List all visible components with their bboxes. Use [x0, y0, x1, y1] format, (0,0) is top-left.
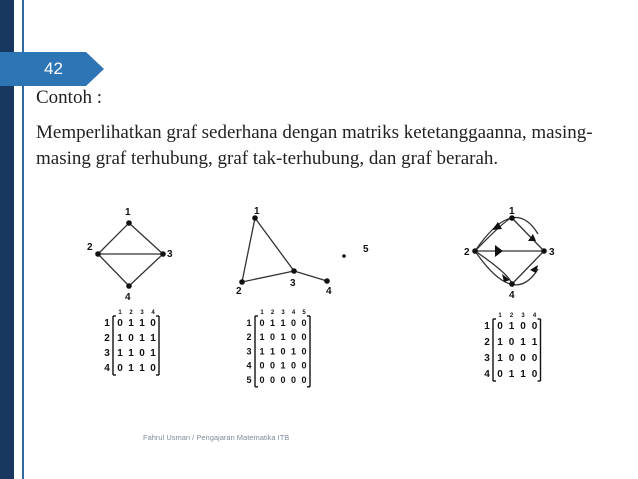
vertex-3: [160, 251, 166, 257]
matrix-cell: 0: [269, 332, 276, 343]
matrix-cell: 1: [520, 369, 526, 380]
matrix-col-header: 5: [302, 310, 306, 316]
edge-3-4: [129, 254, 163, 286]
vertex-label-3: 3: [290, 278, 296, 289]
arrow-2-3: [495, 245, 503, 257]
matrix-cell: 0: [520, 353, 526, 364]
matrix-col-header: 4: [532, 313, 537, 319]
matrix-row-header: 3: [246, 346, 252, 357]
vertex-label-3: 3: [167, 249, 173, 260]
matrix-row-header: 1: [484, 321, 490, 332]
matrix-cell: 0: [269, 360, 276, 371]
edge-1-3: [512, 218, 544, 251]
matrix-cell: 0: [290, 318, 297, 328]
vertex-label-4: 4: [125, 292, 131, 303]
matrix-row-header: 5: [246, 374, 252, 385]
matrix-row-header: 2: [104, 333, 110, 344]
matrix-cell: 1: [259, 346, 265, 357]
matrix-cell: 0: [520, 321, 526, 332]
matrix-row-header: 3: [484, 353, 490, 364]
matrix-cell: 0: [290, 374, 297, 385]
vertex-label-1: 1: [254, 206, 260, 217]
matrix-cell: 0: [531, 369, 538, 380]
matrix-cell: 0: [301, 332, 307, 343]
slide-number: 42: [44, 59, 63, 78]
vertex-label-5: 5: [363, 244, 369, 255]
vertex-label-2: 2: [236, 286, 242, 297]
matrix-cell: 0: [150, 318, 156, 329]
matrix-col-header: 2: [509, 313, 514, 319]
matrix-cell: 0: [280, 374, 286, 385]
vertex-label-4: 4: [326, 286, 332, 297]
vertex-label-4: 4: [509, 290, 515, 301]
edge-1-3: [255, 218, 294, 271]
matrix-cell: 0: [117, 318, 123, 329]
matrix-cell: 0: [290, 332, 297, 343]
edge-2-1: [475, 218, 512, 251]
matrix-col-header: 3: [281, 310, 285, 316]
edge-4-3: [512, 251, 544, 284]
slide-body-text: Memperlihatkan graf sederhana dengan matriks ketetanggaanna, masing-masing graf terhubung, graf tak-terhubung, dan graf berarah.: [36, 122, 593, 169]
graph-2-disconnected: [242, 218, 327, 282]
matrix-row-header: 1: [104, 318, 110, 329]
matrix-row-header: 4: [484, 369, 490, 380]
matrix-col-header: 3: [521, 313, 525, 319]
vertex-3: [291, 268, 297, 274]
matrix-cell: 0: [139, 348, 145, 359]
matrix-col-header: 4: [291, 310, 296, 316]
matrix-cell: 1: [128, 363, 134, 374]
matrix-cell: 1: [139, 363, 145, 374]
slide-title: Contoh :: [36, 87, 102, 108]
matrix-cell: 1: [280, 360, 286, 371]
slide-footer: Fahrul Usman / Pengajaran Matematika ITB: [143, 433, 290, 442]
matrix-cell: 0: [508, 337, 515, 348]
matrix-col-header: 1: [118, 310, 122, 316]
matrix-cell: 0: [531, 321, 538, 332]
matrix-cell: 1: [508, 369, 515, 380]
matrix-cell: 0: [150, 363, 156, 374]
matrix-cell: 0: [301, 374, 307, 385]
matrix-col-header: 4: [151, 310, 155, 316]
matrix-cell: 0: [301, 346, 307, 357]
vertex-label-3: 3: [549, 247, 555, 258]
graph-1-connected: [98, 223, 163, 286]
matrix-cell: 0: [280, 346, 286, 357]
matrix-cell: 1: [269, 318, 276, 328]
vertex-label-1: 1: [125, 207, 131, 218]
matrix-col-header: 1: [498, 313, 502, 319]
matrix-cell: 1: [117, 348, 123, 359]
matrix-cell: 1: [508, 321, 515, 332]
matrix-cell: 1: [150, 348, 156, 359]
matrix-row-header: 4: [104, 363, 110, 374]
matrix-col-header: 3: [140, 310, 144, 316]
matrix-cell: 0: [531, 353, 538, 364]
matrix-cell: 0: [290, 360, 297, 371]
matrix-cell: 0: [301, 318, 307, 328]
vertex-4: [324, 278, 330, 284]
matrix-row-header: 2: [246, 332, 252, 343]
matrix-cell: 0: [508, 353, 515, 364]
graph-figure-svg: [62, 198, 579, 406]
matrix-cell: 1: [128, 348, 134, 359]
vertex-2: [239, 279, 245, 285]
matrix-row-header: 1: [246, 318, 252, 328]
adjacency-matrices: [104, 310, 540, 387]
vertex-1: [126, 220, 132, 226]
vertex-label-2: 2: [87, 242, 93, 253]
matrix-cell: 0: [259, 360, 265, 371]
matrix-cell: 0: [259, 374, 265, 385]
matrix-cell: 0: [497, 369, 503, 380]
vertex-4: [126, 283, 132, 289]
matrix-cell: 1: [259, 332, 265, 343]
matrix-cell: 1: [290, 346, 297, 357]
vertex-label-1: 1: [509, 206, 515, 217]
edge-1-3: [129, 223, 163, 254]
graph-3-directed: [475, 218, 544, 285]
matrix-cell: 1: [139, 333, 145, 344]
vertex-5: [342, 254, 346, 258]
matrix-cell: 1: [269, 346, 276, 357]
matrix-cell: 0: [269, 374, 276, 385]
edge-2-4: [98, 254, 129, 286]
matrix-cell: 0: [128, 333, 134, 344]
edge-2-3: [242, 271, 294, 282]
edge-1-2: [242, 218, 255, 282]
matrix-cell: 1: [531, 337, 538, 348]
matrix-cell: 0: [117, 363, 123, 374]
edge-1-2: [98, 223, 129, 254]
matrix-cell: 1: [280, 318, 286, 328]
vertex-3: [541, 248, 547, 254]
matrix-cell: 1: [139, 318, 145, 329]
vertex-2: [95, 251, 101, 257]
matrix-cell: 1: [280, 332, 286, 343]
matrix-col-header: 1: [260, 310, 264, 316]
matrix-col-header: 2: [129, 310, 133, 316]
matrix-row-header: 2: [484, 337, 490, 348]
matrix-cell: 0: [259, 318, 265, 328]
matrix-cell: 1: [150, 333, 156, 344]
vertex-2: [472, 248, 478, 254]
matrix-cell: 1: [128, 318, 134, 329]
matrix-col-header: 2: [270, 310, 275, 316]
graph-figure: [62, 198, 579, 406]
matrix-row-header: 3: [104, 348, 110, 359]
matrix-cell: 0: [301, 360, 307, 371]
matrix-cell: 1: [497, 353, 503, 364]
matrix-cell: 1: [117, 333, 123, 344]
matrix-cell: 1: [520, 337, 526, 348]
vertex-label-2: 2: [464, 247, 470, 258]
vertex-4: [509, 281, 515, 287]
matrix-row-header: 4: [246, 360, 252, 371]
edge-3-4: [294, 271, 327, 281]
matrix-cell: 0: [497, 321, 503, 332]
matrix-cell: 1: [497, 337, 503, 348]
